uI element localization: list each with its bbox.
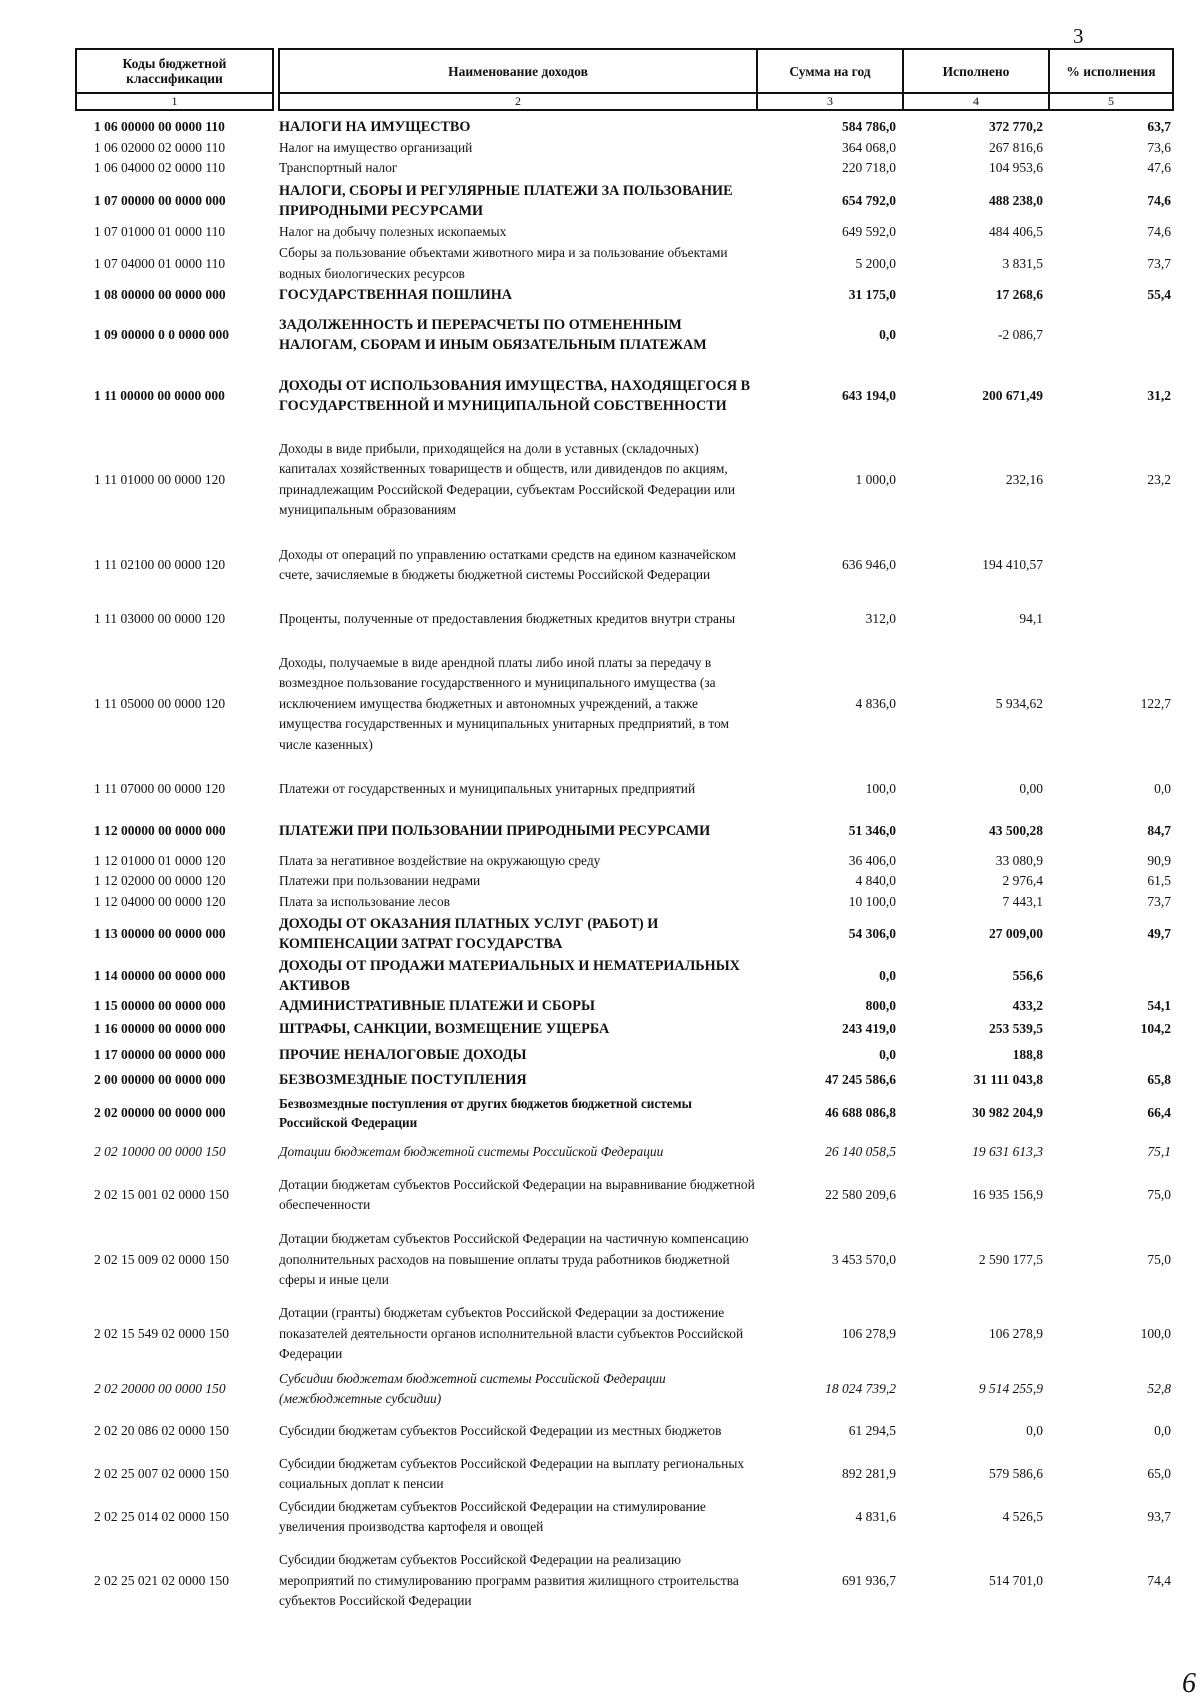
row-name: Дотации (гранты) бюджетам субъектов Российской Федерации за достижение показателей деятельности органов исполнительной власти субъектов Российской Федерации: [279, 1305, 744, 1362]
table-row: [0, 768, 1200, 810]
row-name: Доходы в виде прибыли, приходящейся на доли в уставных (складочных) капиталах хозяйственных товариществ и обществ, или дивидендов по акциям, принадлежащим Российской Федерации, субъектам Российской Федерации или муниципальным образованиям: [279, 440, 736, 517]
header-num-pct: 5: [1049, 93, 1173, 110]
table-row: [0, 222, 1200, 242]
row-pct: 0,0: [1154, 781, 1171, 796]
row-sum: 364 068,0: [842, 140, 896, 155]
row-code: 2 02 00000 00 0000 000: [94, 1105, 226, 1120]
row-code: 2 02 15 009 02 0000 150: [94, 1252, 229, 1267]
row-name: ДОХОДЫ ОТ ОКАЗАНИЯ ПЛАТНЫХ УСЛУГ (РАБОТ) И КОМПЕНСАЦИИ ЗАТРАТ ГОСУДАРСТВА: [279, 916, 659, 952]
row-sum: 691 936,7: [842, 1573, 896, 1588]
table-row: [0, 1069, 1200, 1091]
row-sum: 10 100,0: [848, 894, 896, 909]
row-code: 1 14 00000 00 0000 000: [94, 968, 226, 983]
row-sum: 31 175,0: [848, 287, 896, 302]
table-row: [0, 285, 1200, 305]
row-pct: [1060, 305, 1171, 365]
row-sum: 0,0: [879, 327, 896, 342]
row-done: 16 935 156,9: [972, 1187, 1043, 1202]
table-row: [0, 892, 1200, 912]
row-pct: 84,7: [1147, 823, 1171, 838]
row-pct: [1060, 1044, 1171, 1066]
row-done: 31 111 043,8: [973, 1072, 1043, 1087]
row-name: Доходы, получаемые в виде арендной платы либо иной платы за передачу в возмездное пользование государственного и муниципального имущества (за исключением имущества бюджетных и автономных учреждений, а также имущества государственных и муниципальных унитарных предприятий, в том числе казенных): [279, 654, 729, 752]
row-done: 556,6: [1012, 968, 1043, 983]
row-code: 1 06 04000 02 0000 110: [94, 160, 226, 175]
header-code: Коды бюджетной классификации: [76, 49, 273, 93]
row-pct: 55,4: [1147, 287, 1171, 302]
row-sum: 61 294,5: [848, 1423, 896, 1438]
table-row: [0, 1093, 1200, 1133]
row-sum: 4 831,6: [855, 1509, 896, 1524]
table-row: [0, 913, 1200, 955]
row-pct: 122,7: [1140, 696, 1171, 711]
row-name: ПЛАТЕЖИ ПРИ ПОЛЬЗОВАНИИ ПРИРОДНЫМИ РЕСУРСАМИ: [279, 823, 711, 839]
row-done: 194 410,57: [982, 557, 1043, 572]
corner-handwritten-mark: 6: [1182, 1668, 1196, 1699]
row-sum: 1 000,0: [855, 471, 896, 487]
row-pct: 49,7: [1147, 926, 1171, 941]
page-number: 3: [1073, 24, 1084, 48]
row-done: 5 934,62: [995, 696, 1043, 711]
header-name: Наименование доходов: [279, 49, 757, 93]
row-name: НАЛОГИ НА ИМУЩЕСТВО: [279, 119, 471, 135]
table-row: [0, 955, 1200, 997]
table-row: [0, 1303, 1200, 1365]
header-pct: % исполнения: [1049, 49, 1173, 93]
row-pct: 23,2: [1147, 471, 1171, 487]
row-done: -2 086,7: [998, 327, 1043, 342]
row-code: 1 11 01000 00 0000 120: [94, 471, 226, 487]
row-done: 30 982 204,9: [972, 1105, 1043, 1120]
row-done: 514 701,0: [989, 1573, 1043, 1588]
table-row: [0, 534, 1200, 596]
row-pct: 90,9: [1147, 853, 1171, 868]
row-done: 106 278,9: [989, 1326, 1043, 1341]
row-code: 1 11 00000 00 0000 000: [94, 388, 225, 403]
header-num-done: 4: [903, 93, 1049, 110]
row-sum: 5 200,0: [855, 255, 896, 271]
row-done: 579 586,6: [989, 1466, 1043, 1481]
row-name: Дотации бюджетам субъектов Российской Федерации на частичную компенсацию дополнительных расходов на повышение оплаты труда работников бюджетной сферы и иные цели: [279, 1231, 749, 1288]
row-name: ЗАДОЛЖЕННОСТЬ И ПЕРЕРАСЧЕТЫ ПО ОТМЕНЕННЫМ НАЛОГАМ, СБОРАМ И ИНЫМ ОБЯЗАТЕЛЬНЫМ ПЛАТЕЖАМ: [279, 317, 707, 353]
row-name: Безвозмездные поступления от других бюджетов бюджетной системы Российской Федерации: [279, 1096, 692, 1130]
table-row: [0, 598, 1200, 640]
table-row: [0, 117, 1200, 137]
row-name: Плата за использование лесов: [279, 893, 450, 909]
table-row: [0, 1018, 1200, 1040]
row-done: 253 539,5: [989, 1021, 1043, 1036]
row-code: 2 02 20000 00 0000 150: [94, 1381, 226, 1396]
table-row: [0, 1229, 1200, 1291]
row-pct: 75,0: [1147, 1252, 1171, 1267]
row-code: 2 02 15 549 02 0000 150: [94, 1326, 229, 1341]
row-sum: 51 346,0: [848, 823, 896, 838]
row-code: 2 02 25 007 02 0000 150: [94, 1466, 229, 1481]
row-code: 1 12 02000 00 0000 120: [94, 873, 226, 888]
row-name: Дотации бюджетам бюджетной системы Российской Федерации: [279, 1143, 664, 1159]
row-name: Субсидии бюджетам бюджетной системы Российской Федерации (межбюджетные субсидии): [279, 1370, 666, 1406]
row-done: 232,16: [1005, 471, 1043, 487]
row-name: ПРОЧИЕ НЕНАЛОГОВЫЕ ДОХОДЫ: [279, 1047, 527, 1063]
row-code: 1 11 07000 00 0000 120: [94, 781, 226, 796]
table-row: [0, 1044, 1200, 1066]
row-code: 2 02 20 086 02 0000 150: [94, 1423, 229, 1438]
table-row: [0, 1410, 1200, 1452]
row-code: 1 07 01000 01 0000 110: [94, 224, 226, 239]
row-done: 372 770,2: [989, 119, 1043, 134]
header-num-name: 2: [279, 93, 757, 110]
row-sum: 584 786,0: [842, 119, 896, 134]
row-done: 3 831,5: [1002, 255, 1043, 271]
row-pct: 31,2: [1147, 388, 1171, 403]
row-name: ДОХОДЫ ОТ ПРОДАЖИ МАТЕРИАЛЬНЫХ И НЕМАТЕРИАЛЬНЫХ АКТИВОВ: [279, 958, 740, 994]
row-code: 1 13 00000 00 0000 000: [94, 926, 226, 941]
row-sum: 800,0: [865, 998, 896, 1013]
row-sum: 47 245 586,6: [825, 1072, 896, 1087]
table-row: [0, 1174, 1200, 1216]
table-row: [0, 1550, 1200, 1612]
row-sum: 106 278,9: [842, 1326, 896, 1341]
table-row: [0, 158, 1200, 178]
row-done: 188,8: [1012, 1047, 1043, 1062]
row-name: БЕЗВОЗМЕЗДНЫЕ ПОСТУПЛЕНИЯ: [279, 1072, 527, 1088]
row-code: 2 00 00000 00 0000 000: [94, 1072, 226, 1087]
row-name: Доходы от операций по управлению остатками средств на едином казначейском счете, зачисляемые в бюджеты бюджетной системы Российской Федерации: [279, 546, 736, 582]
row-pct: 73,7: [1147, 894, 1171, 909]
table-row: [0, 138, 1200, 158]
table-row: [0, 851, 1200, 871]
row-pct: [1060, 955, 1171, 997]
row-done: 17 268,6: [995, 287, 1043, 302]
row-sum: 22 580 209,6: [825, 1187, 896, 1202]
row-sum: 312,0: [865, 611, 896, 626]
row-done: 19 631 613,3: [972, 1144, 1043, 1159]
header-num-sum: 3: [757, 93, 903, 110]
row-name: Субсидии бюджетам субъектов Российской Федерации на выплату региональных социальных доплат к пенсии: [279, 1455, 745, 1491]
row-done: 7 443,1: [1002, 894, 1043, 909]
table-row: [0, 996, 1200, 1016]
row-name: Субсидии бюджетам субъектов Российской Федерации на стимулирование увеличения производства картофеля и овощей: [279, 1498, 706, 1534]
row-done: 484 406,5: [989, 224, 1043, 239]
row-pct: 0,0: [1154, 1423, 1171, 1438]
row-code: 2 02 10000 00 0000 150: [94, 1144, 226, 1159]
row-done: 0,00: [1019, 781, 1043, 796]
row-sum: 26 140 058,5: [825, 1144, 896, 1159]
row-sum: 0,0: [879, 1047, 896, 1062]
row-sum: 36 406,0: [848, 853, 896, 868]
row-pct: 65,8: [1147, 1072, 1171, 1087]
row-code: 1 09 00000 0 0 0000 000: [94, 327, 229, 342]
row-name: Проценты, полученные от предоставления бюджетных кредитов внутри страны: [279, 610, 736, 626]
row-code: 1 07 04000 01 0000 110: [94, 255, 226, 271]
row-code: 1 08 00000 00 0000 000: [94, 287, 226, 302]
row-sum: 100,0: [865, 781, 896, 796]
header-sum: Сумма на год: [757, 49, 903, 93]
row-sum: 654 792,0: [842, 193, 896, 208]
row-sum: 18 024 739,2: [825, 1381, 896, 1396]
row-name: НАЛОГИ, СБОРЫ И РЕГУЛЯРНЫЕ ПЛАТЕЖИ ЗА ПОЛЬЗОВАНИЕ ПРИРОДНЫМИ РЕСУРСАМИ: [279, 183, 733, 219]
row-pct: 75,1: [1147, 1144, 1171, 1159]
row-sum: 4 836,0: [855, 696, 896, 711]
row-sum: 220 718,0: [842, 160, 896, 175]
row-pct: 74,6: [1147, 193, 1171, 208]
table-row: [0, 810, 1200, 852]
row-name: ШТРАФЫ, САНКЦИИ, ВОЗМЕЩЕНИЕ УЩЕРБА: [279, 1021, 610, 1037]
table-row: [0, 871, 1200, 891]
row-done: 2 976,4: [1002, 873, 1043, 888]
header-num-code: 1: [76, 93, 273, 110]
row-code: 1 16 00000 00 0000 000: [94, 1021, 226, 1036]
row-done: 488 238,0: [989, 193, 1043, 208]
row-done: 43 500,28: [989, 823, 1043, 838]
row-sum: 4 840,0: [855, 873, 896, 888]
row-name: Платежи при пользовании недрами: [279, 872, 481, 888]
table-row: [0, 1453, 1200, 1495]
row-name: ДОХОДЫ ОТ ИСПОЛЬЗОВАНИЯ ИМУЩЕСТВА, НАХОДЯЩЕГОСЯ В ГОСУДАРСТВЕННОЙ И МУНИЦИПАЛЬНОЙ СОБСТВЕННОСТИ: [279, 378, 751, 414]
row-done: 0,0: [1026, 1423, 1043, 1438]
row-sum: 3 453 570,0: [831, 1252, 896, 1267]
row-name: ГОСУДАРСТВЕННАЯ ПОШЛИНА: [279, 287, 513, 303]
table-row: [0, 642, 1200, 766]
row-sum: 54 306,0: [848, 926, 896, 941]
row-pct: 73,7: [1147, 255, 1171, 271]
row-name: АДМИНИСТРАТИВНЫЕ ПЛАТЕЖИ И СБОРЫ: [279, 998, 595, 1014]
table-row: [0, 180, 1200, 222]
row-sum: 243 419,0: [842, 1021, 896, 1036]
table-row: [0, 366, 1200, 426]
row-name: Сборы за пользование объектами животного мира и за пользование объектами водных биологических ресурсов: [279, 245, 728, 281]
row-pct: [1060, 534, 1171, 596]
row-code: 1 11 05000 00 0000 120: [94, 696, 226, 711]
row-code: 1 12 00000 00 0000 000: [94, 823, 226, 838]
row-code: 1 11 03000 00 0000 120: [94, 611, 226, 626]
row-code: 2 02 25 021 02 0000 150: [94, 1573, 229, 1588]
header-done: Исполнено: [903, 49, 1049, 93]
row-name: Налог на имущество организаций: [279, 139, 473, 155]
row-code: 1 06 02000 02 0000 110: [94, 140, 226, 155]
row-code: 1 12 04000 00 0000 120: [94, 894, 226, 909]
row-sum: 636 946,0: [842, 557, 896, 572]
row-done: 267 816,6: [989, 140, 1043, 155]
row-code: 2 02 25 014 02 0000 150: [94, 1509, 229, 1524]
row-name: Субсидии бюджетам субъектов Российской Федерации на реализацию мероприятий по стимулированию программ развития жилищного строительства субъектов Российской Федерации: [279, 1552, 739, 1609]
row-pct: 93,7: [1147, 1509, 1171, 1524]
row-pct: 61,5: [1147, 873, 1171, 888]
row-sum: 649 592,0: [842, 224, 896, 239]
row-pct: 100,0: [1140, 1326, 1171, 1341]
row-done: 104 953,6: [989, 160, 1043, 175]
table-row: [0, 428, 1200, 531]
row-done: 9 514 255,9: [978, 1381, 1043, 1396]
row-done: 4 526,5: [1002, 1509, 1043, 1524]
row-code: 1 07 00000 00 0000 000: [94, 193, 226, 208]
table-row: [0, 1368, 1200, 1410]
row-pct: 74,6: [1147, 224, 1171, 239]
row-pct: 104,2: [1140, 1021, 1171, 1036]
row-done: 33 080,9: [995, 853, 1043, 868]
table-row: [0, 1496, 1200, 1538]
row-pct: 63,7: [1147, 119, 1171, 134]
row-code: 1 11 02100 00 0000 120: [94, 557, 226, 572]
row-code: 2 02 15 001 02 0000 150: [94, 1187, 229, 1202]
row-name: Транспортный налог: [279, 159, 398, 175]
row-pct: 74,4: [1147, 1573, 1171, 1588]
row-name: Налог на добычу полезных ископаемых: [279, 223, 507, 239]
row-pct: 65,0: [1147, 1466, 1171, 1481]
row-sum: 0,0: [879, 968, 896, 983]
row-pct: 47,6: [1147, 160, 1171, 175]
row-name: Платежи от государственных и муниципальных унитарных предприятий: [279, 780, 696, 796]
row-sum: 643 194,0: [842, 388, 896, 403]
table-row: [0, 1140, 1200, 1164]
row-pct: 52,8: [1147, 1381, 1171, 1396]
row-sum: 46 688 086,8: [825, 1105, 896, 1120]
row-done: 94,1: [1019, 611, 1043, 626]
row-code: 1 12 01000 01 0000 120: [94, 853, 226, 868]
table-row: [0, 305, 1200, 365]
row-sum: 892 281,9: [842, 1466, 896, 1481]
row-done: 200 671,49: [982, 388, 1043, 403]
table-row: [0, 243, 1200, 284]
row-pct: 66,4: [1147, 1105, 1171, 1120]
row-pct: 54,1: [1147, 998, 1171, 1013]
row-pct: 75,0: [1147, 1187, 1171, 1202]
row-name: Дотации бюджетам субъектов Российской Федерации на выравнивание бюджетной обеспеченности: [279, 1176, 755, 1212]
row-name: Плата за негативное воздействие на окружающую среду: [279, 852, 601, 868]
row-code: 1 15 00000 00 0000 000: [94, 998, 226, 1013]
row-pct: 73,6: [1147, 140, 1171, 155]
row-code: 1 17 00000 00 0000 000: [94, 1047, 226, 1062]
row-done: 433,2: [1012, 998, 1043, 1013]
row-name: Субсидии бюджетам субъектов Российской Федерации из местных бюджетов: [279, 1422, 722, 1438]
row-done: 27 009,00: [989, 926, 1043, 941]
row-code: 1 06 00000 00 0000 110: [94, 119, 225, 134]
row-done: 2 590 177,5: [978, 1252, 1043, 1267]
row-pct: [1060, 598, 1171, 640]
